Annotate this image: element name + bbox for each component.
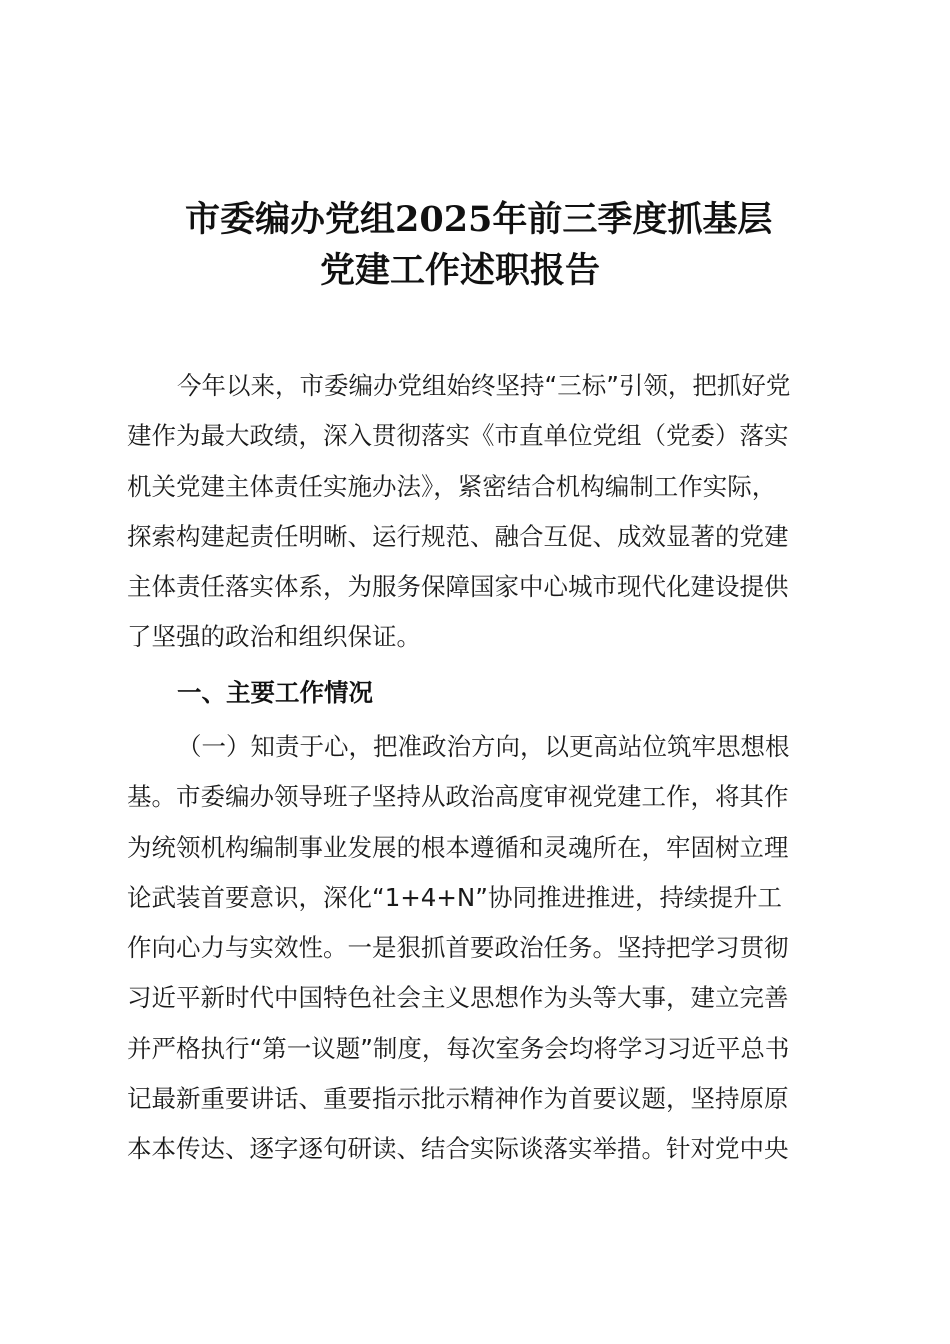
intro-paragraph (127, 361, 817, 663)
intro-line: 机关党建主体责任实施办法》，紧密结合机构编制工作实际， (127, 471, 777, 501)
intro-line: 主体责任落实体系，为服务保障国家中心城市现代化建设提供 (127, 572, 789, 602)
document-title-line-1: 市委编办党组2025年前三季度抓基层 (185, 199, 773, 240)
body-line: 记最新重要讲话、重要指示批示精神作为首要议题，坚持原原 (127, 1084, 789, 1114)
body-line: 为统领机构编制事业发展的根本遵循和灵魂所在，牢固树立理 (127, 832, 789, 862)
section-body-paragraph (127, 722, 817, 1175)
body-line: 作向心力与实效性。一是狠抓首要政治任务。坚持把学习贯彻 (127, 933, 789, 963)
body-line: 并严格执行“第一议题”制度，每次室务会均将学习习近平总书 (127, 1033, 790, 1063)
intro-line: 了坚强的政治和组织保证。 (127, 622, 421, 652)
intro-line: 探索构建起责任明晰、运行规范、融合互促、成效显著的党建 (127, 521, 789, 551)
intro-line: 今年以来，市委编办党组始终坚持“三标”引领，把抓好党 (177, 371, 791, 400)
section-heading (127, 668, 817, 718)
body-line: 基。市委编办领导班子坚持从政治高度审视党建工作，将其作 (127, 782, 789, 812)
body-line: 习近平新时代中国特色社会主义思想作为头等大事，建立完善 (127, 983, 789, 1013)
body-line: 本本传达、逐字逐句研读、结合实际谈落实举措。针对党中央 (127, 1134, 789, 1164)
document-title-line-2: 党建工作述职报告 (320, 250, 601, 291)
body-line: 论武装首要意识，深化“1+4+N”协同推进推进，持续提升工 (127, 882, 782, 912)
body-line: （一）知责于心，把准政治方向，以更高站位筑牢思想根 (177, 732, 790, 761)
intro-line: 建作为最大政绩，深入贯彻落实《市直单位党组（党委）落实 (127, 421, 789, 451)
section-heading-text: 一、主要工作情况 (177, 678, 373, 707)
